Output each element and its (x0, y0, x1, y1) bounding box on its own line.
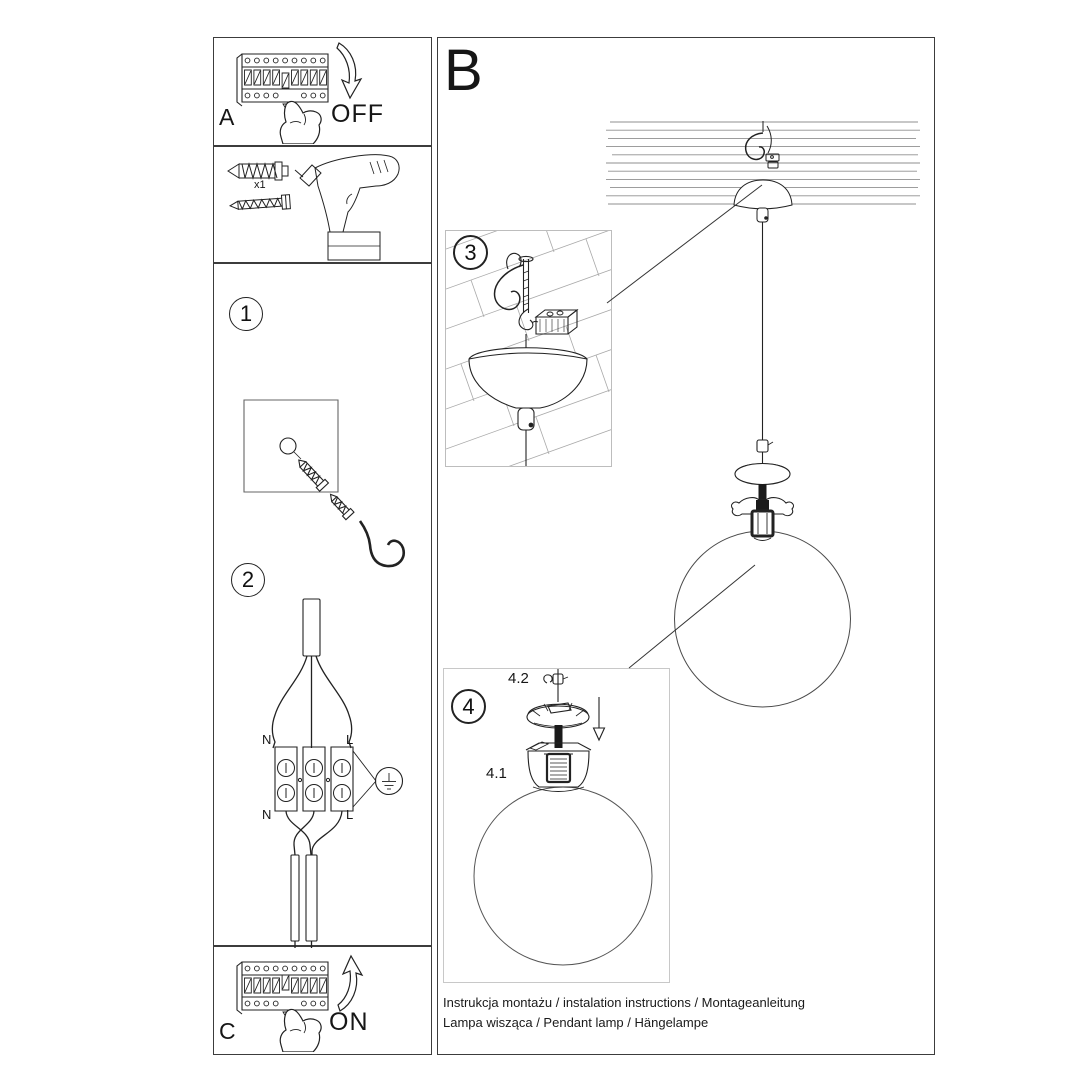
step2-number: 2 (241, 567, 255, 592)
hook-installation-illustration (240, 393, 415, 588)
panel-a-label: A (219, 104, 235, 130)
drill-and-anchor-illustration (222, 150, 412, 262)
ceiling-hook-icon (746, 121, 779, 168)
panel-b-label: B (444, 38, 483, 103)
arrow-down-icon (334, 40, 370, 102)
hook-icon (495, 265, 523, 309)
step3-number-badge (453, 235, 488, 270)
pointing-hand-icon (280, 101, 321, 144)
terminal-label-n-top: N (262, 732, 272, 747)
ground-symbol-icon (353, 751, 403, 807)
ceiling-hook-icon (360, 521, 404, 566)
terminal-label-l-bottom: L (346, 807, 354, 822)
pointing-hand-icon (280, 1009, 321, 1052)
footer-product-text: Lampa wisząca / Pendant lamp / Hängelampe (443, 1015, 709, 1030)
screw-icon (230, 195, 291, 213)
terminal-label-n-bottom: N (262, 807, 272, 822)
arrow-up-icon (334, 952, 370, 1014)
socket-cup (526, 742, 591, 792)
step1-number: 1 (239, 301, 253, 326)
panel-a-action-text: OFF (331, 100, 384, 128)
footer-instructions-text: Instrukcja montażu / instalation instructions / Montageanleitung (443, 995, 806, 1010)
step4-number: 4 (462, 693, 475, 719)
panel-c-label: C (219, 1018, 236, 1044)
canopy-disc (735, 464, 790, 485)
arrow-down-icon (594, 697, 605, 740)
step1-number-badge (229, 297, 263, 331)
part-label-4-2: 4.2 (508, 670, 529, 687)
glass-globe (474, 787, 652, 965)
canopy-disc (527, 703, 589, 728)
breaker-switch-off-illustration (228, 44, 343, 144)
wiring-diagram-illustration (250, 593, 410, 955)
panel-c-action-text: ON (329, 1008, 369, 1036)
lamp-socket (752, 511, 773, 541)
part-label-4-1: 4.1 (486, 765, 507, 782)
step3-number: 3 (464, 239, 477, 265)
hook-icon (544, 675, 552, 683)
wall-anchor-icon (228, 162, 288, 180)
screw-icon (326, 491, 354, 520)
canopy-dome (469, 348, 587, 467)
anchor-quantity-text: x1 (254, 179, 266, 191)
wall-anchor-icon (294, 456, 328, 491)
drill-icon (295, 155, 399, 260)
step2-number-badge (231, 563, 265, 597)
step4-number-badge (451, 689, 486, 724)
leader-line-globe-detail (622, 556, 762, 674)
breaker-switch-on-illustration (228, 952, 343, 1052)
terminal-label-l-top: L (346, 732, 354, 747)
